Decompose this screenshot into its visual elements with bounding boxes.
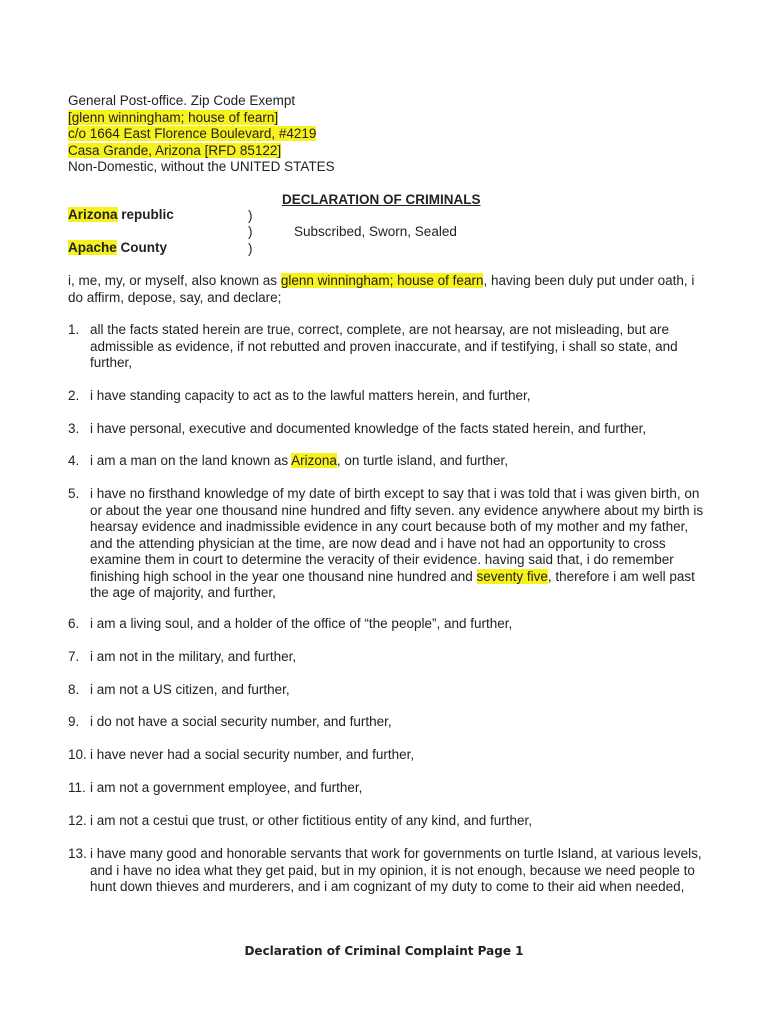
venue-county: [68, 240, 167, 257]
venue-state-highlight: Arizona: [68, 207, 118, 222]
item-number: 10.: [68, 747, 87, 762]
list-item: [68, 322, 708, 372]
item-text: [90, 453, 708, 470]
address-block: [68, 93, 335, 176]
address-line-2: [glenn winningham; house of fearn]: [68, 109, 279, 125]
intro-paragraph: [68, 273, 708, 306]
item-text: [90, 486, 708, 602]
item-text: i am not a US citizen, and further,: [90, 682, 290, 697]
address-line-3: c/o 1664 East Florence Boulevard, #4219: [68, 126, 317, 141]
page-footer: Declaration of Criminal Complaint Page 1: [244, 944, 524, 958]
item-text-pre: i am a man on the land known as: [90, 453, 292, 468]
item-text: all the facts stated herein are true, correct, complete, are not hearsay, are not misleading, but are admissible as evidence, if not rebutted and proven inaccurate, and if testifying, i shall so state, and further,: [90, 322, 678, 370]
address-line-1: General Post-office. Zip Code Exempt: [68, 93, 296, 108]
item-number: 6.: [68, 616, 80, 631]
item-text: i have many good and honorable servants that work for governments on turtle Island, at various levels, and i have no idea what they get paid, but in my opinion, it is not enough, because we need people to hunt down thieves and murderers, and i am cognizant of my duty to come to their aid when needed,: [90, 846, 702, 894]
venue-paren-3: ): [248, 241, 253, 256]
item-number: 4.: [68, 453, 80, 468]
list-item: [68, 682, 708, 699]
list-item: [68, 649, 708, 666]
address-line-4: Casa Grande, Arizona [RFD 85122]: [68, 142, 282, 158]
item-number: 9.: [68, 714, 80, 729]
item-text: i am not a government employee, and further,: [90, 780, 363, 795]
intro-pre: i, me, my, or myself, also known as: [68, 273, 281, 288]
list-item: [68, 421, 708, 438]
venue-county-highlight: Apache: [68, 240, 117, 255]
list-item: [68, 714, 708, 731]
venue-paren-1: ): [248, 208, 253, 223]
venue-county-rest: County: [116, 240, 168, 255]
item-text-post: , therefore i am well past the age of majority, and further,: [90, 568, 695, 600]
item-text-pre: i have no firsthand knowledge of my date of birth except to say that i was told that i was given birth, on or about the year one thousand nine hundred and fifty seven. any evidence anywhere about my birth is hearsay evidence and inadmissible evidence in any court because both of my mother and my father, and the attending physician at the time, are now dead and i have not had an opportunity to cross examine them in court to determine the veracity of their evidence. having said that, i do remember finishing high school in the year one thousand nine hundred and: [90, 486, 704, 584]
item-number: 11.: [68, 780, 86, 795]
list-item: [68, 616, 708, 633]
list-item: [68, 813, 708, 830]
item-text-post: , on turtle island, and further,: [336, 453, 509, 468]
item-text: i am not a cestui que trust, or other fictitious entity of any kind, and further,: [90, 813, 532, 828]
document-title: DECLARATION OF CRIMINALS: [282, 192, 481, 207]
intro-name: glenn winningham; house of fearn: [280, 273, 484, 288]
item-number: 12.: [68, 813, 87, 828]
item-number: 5.: [68, 486, 80, 501]
list-item: [68, 388, 708, 405]
item-text: i do not have a social security number, and further,: [90, 714, 392, 729]
intro-post: , having been duly put under oath, i do affirm, depose, say, and declare;: [68, 273, 695, 305]
item-text: i have personal, executive and documented knowledge of the facts stated herein, and further,: [90, 421, 647, 436]
list-item: [68, 453, 708, 470]
item-highlight: seventy five: [476, 568, 548, 584]
item-text: i am not in the military, and further,: [90, 649, 297, 664]
item-number: 3.: [68, 421, 80, 436]
item-text: i have never had a social security number, and further,: [90, 747, 415, 762]
item-text: i am a living soul, and a holder of the office of “the people”, and further,: [90, 616, 513, 631]
item-number: 13.: [68, 846, 87, 861]
venue-state-rest: republic: [117, 207, 174, 222]
list-item: [68, 780, 708, 797]
item-number: 7.: [68, 649, 80, 664]
list-item: [68, 486, 708, 602]
venue-state: [68, 207, 174, 224]
item-number: 1.: [68, 322, 80, 337]
item-number: 2.: [68, 388, 80, 403]
item-highlight: Arizona: [291, 453, 337, 468]
item-text: i have standing capacity to act as to the lawful matters herein, and further,: [90, 388, 531, 403]
venue-paren-2: ): [248, 224, 253, 239]
subscribed-sworn-sealed: Subscribed, Sworn, Sealed: [294, 224, 457, 239]
item-number: 8.: [68, 682, 80, 697]
list-item: [68, 846, 708, 896]
list-item: [68, 747, 708, 764]
address-line-5: Non-Domestic, without the UNITED STATES: [68, 159, 335, 174]
